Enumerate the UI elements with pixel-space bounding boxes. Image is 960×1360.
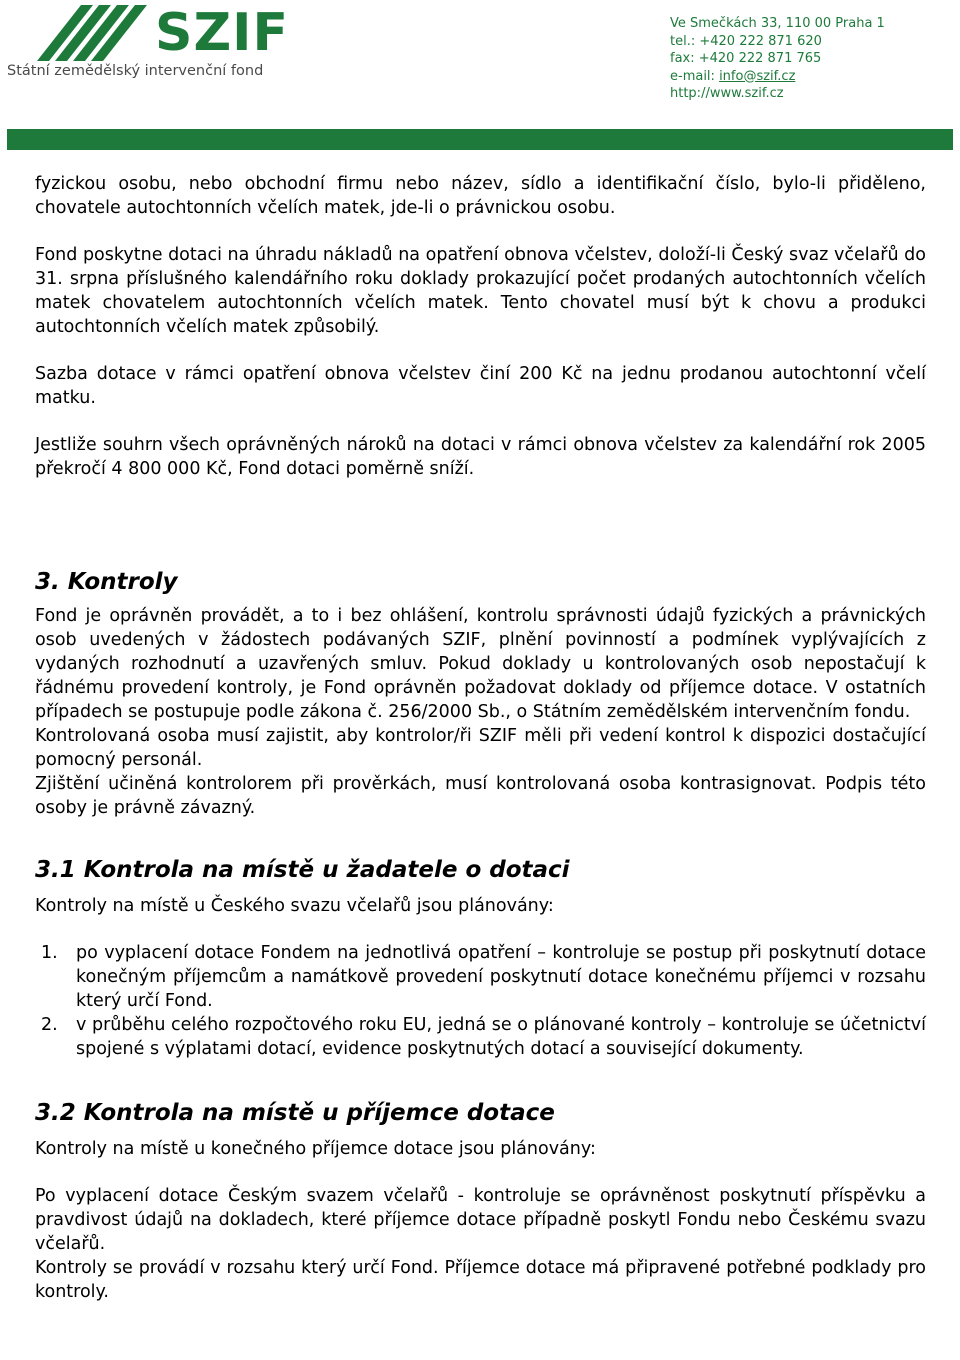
contact-email-link[interactable]: info@szif.cz: [719, 68, 796, 84]
list-item-number: 2.: [41, 1015, 58, 1035]
list-item-text: po vyplacení dotace Fondem na jednotlivá opatření – kontroluje se postup při poskytnutí dotace konečným příjemcům a namátkově provedení poskytnutí dotace konečnému příjemci v rozsahu který určí Fond.: [76, 943, 926, 1011]
contact-fax: fax: +420 222 871 765: [670, 51, 822, 66]
paragraph-kontrola-prijemce-intro: Kontroly na místě u konečného příjemce dotace jsou plánovány:: [35, 1139, 596, 1159]
szif-logo: [7, 5, 297, 85]
szif-logo-mark-icon: [7, 5, 149, 61]
contact-address: Ve Smečkách 33, 110 00 Praha 1: [670, 16, 885, 31]
list-item: [35, 941, 926, 1013]
paragraph-kontroly-2: Kontrolovaná osoba musí zajistit, aby kontrolor/ři SZIF měli při vedení kontrol k dispozici dostačující pomocný personál.: [35, 726, 926, 770]
paragraph-sazba: Sazba dotace v rámci opatření obnova včelstev činí 200 Kč na jednu prodanou autochtonní včelí matku.: [35, 364, 926, 408]
list-item-number: 1.: [41, 943, 58, 963]
paragraph-kontroly-1: Fond je oprávněn provádět, a to i bez ohlášení, kontrolu správnosti údajů fyzických a právnických osob uvedených v žádostech podávaných SZIF, plnění povinností a podmínek vyplývajících z vydaných rozhodnutí a uzavřených smluv. Pokud doklady u kontrolovaných osob nepostačují k řádnému provedení kontroly, je Fond oprávněn požadovat doklady od příjemce dotace. V ostatních případech se postupuje podle zákona č. 256/2000 Sb., o Státním zemědělském intervenčním fondu.: [35, 606, 926, 722]
header-divider-bar: [7, 129, 953, 150]
paragraph-kontrola-prijemce-2: Kontroly se provádí v rozsahu který určí Fond. Příjemce dotace má připravené potřebné podklady pro kontroly.: [35, 1258, 926, 1302]
list-item: [35, 1013, 926, 1061]
paragraph-applicant: fyzickou osobu, nebo obchodní firmu nebo název, sídlo a identifikační číslo, bylo-li přiděleno, chovatele autochtonních včelích matek, jde-li o právnickou osobu.: [35, 174, 926, 218]
paragraph-kontrola-prijemce-1: Po vyplacení dotace Českým svazem včelařů - kontroluje se oprávněnost poskytnutí příspěvku a pravdivost údajů na dokladech, které příjemce dotace případně poskytl Fondu nebo Českému svazu včelařů.: [35, 1186, 926, 1254]
contact-email-row: [670, 68, 885, 86]
section-heading-kontrola-zadatel: 3.1 Kontrola na místě u žadatele o dotaci: [35, 857, 570, 883]
paragraph-kontroly-3: Zjištění učiněná kontrolorem při prověrkách, musí kontrolovaná osoba kontrasignovat. Podpis této osoby je právně závazný.: [35, 774, 926, 818]
logo-wordmark: SZIF: [155, 3, 290, 63]
document-body: [35, 172, 926, 1304]
page-header: [0, 0, 960, 150]
contact-tel: tel.: +420 222 871 620: [670, 33, 822, 49]
logo-subtitle: Státní zemědělský intervenční fond: [7, 63, 264, 79]
list-item-text: v průběhu celého rozpočtového roku EU, jedná se o plánované kontroly – kontroluje se účetnictví spojené s výplatami dotací, evidence poskytnutých dotací a související dokumenty.: [76, 1015, 926, 1059]
contact-email-label: e-mail:: [670, 68, 720, 84]
paragraph-souhrn: Jestliže souhrn všech oprávněných nároků na dotaci v rámci obnova včelstev za kalendářní rok 2005 překročí 4 800 000 Kč, Fond dotaci poměrně sníží.: [35, 435, 926, 479]
contact-web[interactable]: http://www.szif.cz: [670, 86, 784, 101]
section-heading-kontrola-prijemce: 3.2 Kontrola na místě u příjemce dotace: [35, 1100, 555, 1126]
paragraph-fond-dotace: Fond poskytne dotaci na úhradu nákladů na opatření obnova včelstev, doloží-li Český svaz včelařů do 31. srpna příslušného kalendářního roku doklady prokazující počet prodaných autochtonních včelích matek chovatelem autochtonních včelích matek. Tento chovatel musí být k chovu a produkci autochtonních včelích matek způsobilý.: [35, 245, 926, 337]
paragraph-kontrola-zadatel-intro: Kontroly na místě u Českého svazu včelařů jsou plánovány:: [35, 896, 554, 916]
section-heading-kontroly: 3. Kontroly: [35, 569, 178, 595]
contact-block: [670, 15, 885, 103]
kontrola-plan-list: [35, 941, 926, 1061]
